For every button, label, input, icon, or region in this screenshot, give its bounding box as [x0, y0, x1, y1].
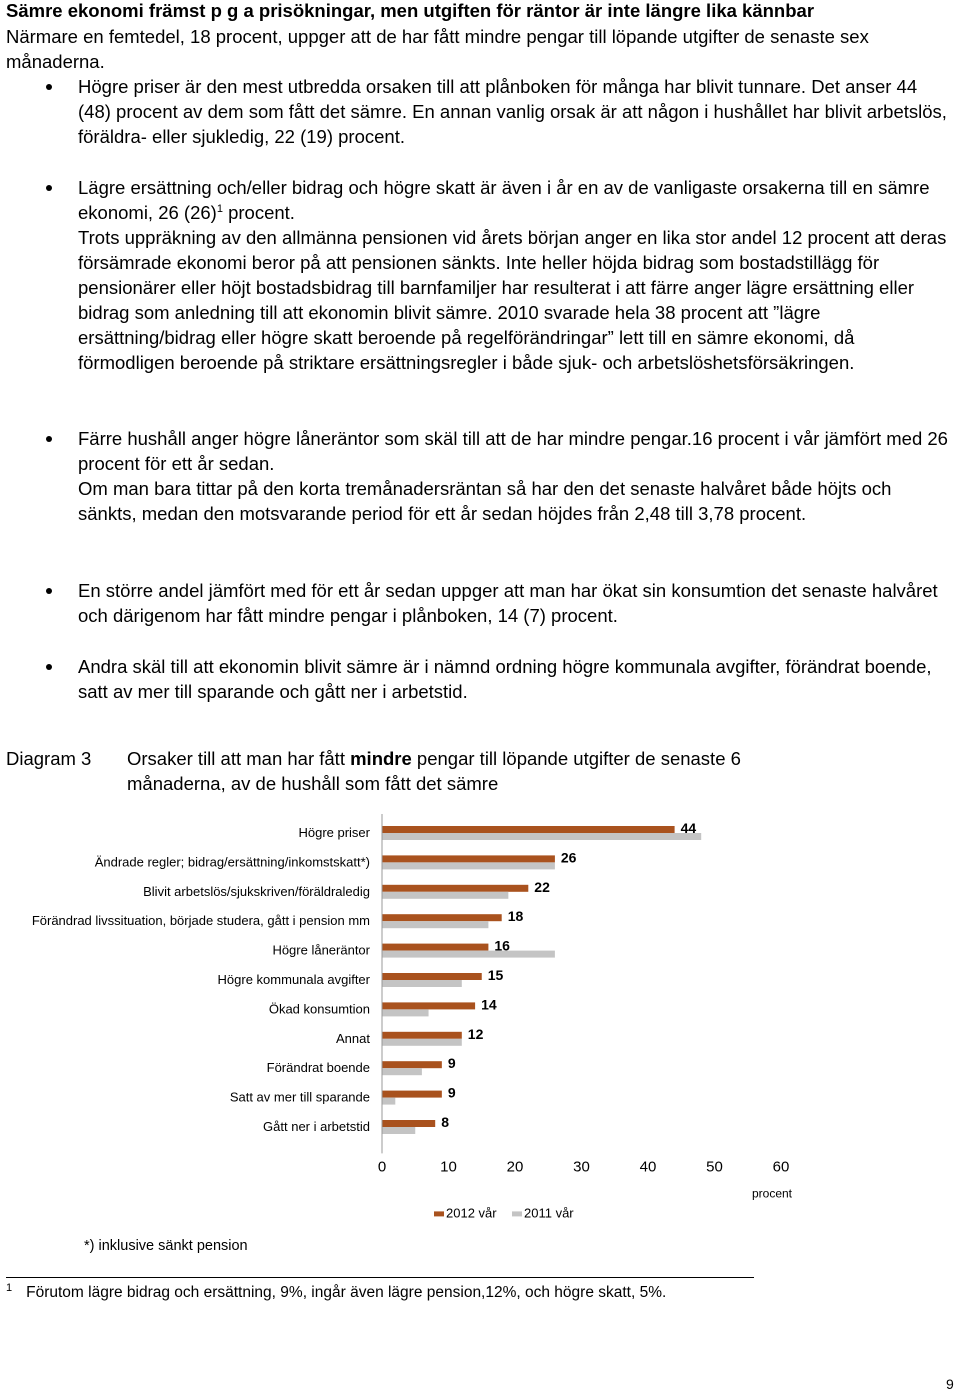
- footnote-separator: [6, 1277, 754, 1278]
- value-label: 44: [680, 820, 697, 836]
- bar-2012: [382, 855, 555, 862]
- category-label: Ändrade regler; bidrag/ersättning/inkomstskatt*): [94, 854, 370, 870]
- x-tick-label: 0: [377, 1158, 387, 1176]
- value-label: 9: [447, 1055, 456, 1072]
- diagram-title-bold: mindre: [350, 748, 412, 769]
- category-label: Ökad konsumtion: [268, 1001, 370, 1017]
- legend-swatch-2011: [512, 1211, 522, 1216]
- bar-2011: [382, 1098, 395, 1105]
- bar-2012: [382, 1032, 462, 1039]
- bar-2012: [382, 1002, 475, 1009]
- bar-2011: [382, 1039, 462, 1046]
- diagram-title: [6, 746, 741, 796]
- diagram-label: Diagram 3: [6, 748, 92, 769]
- bar-chart: [0, 812, 960, 1232]
- intro-paragraph: Närmare en femtedel, 18 procent, uppger att de har fått mindre pengar till löpande utgifter de senaste sex månaderna.: [6, 26, 869, 72]
- footnote-text: Förutom lägre bidrag och ersättning, 9%, ingår även lägre pension,12%, och högre skatt, 5%.: [26, 1284, 667, 1302]
- bar-2011: [382, 833, 701, 840]
- diagram-title-post: pengar till löpande utgifter de senaste 6: [411, 748, 741, 769]
- bullet-dot: [46, 84, 52, 90]
- bar-2012: [382, 1120, 435, 1127]
- diagram-title-line2: månaderna, av de hushåll som fått det sämre: [127, 773, 499, 794]
- x-tick-label: 60: [772, 1158, 790, 1176]
- bullet-dot: [46, 664, 52, 670]
- bar-2011: [382, 1009, 429, 1016]
- category-label: Blivit arbetslös/sjukskriven/föräldraledig: [143, 883, 370, 899]
- page-heading: Sämre ekonomi främst p g a prisökningar, men utgiften för räntor är inte längre lika kännbar: [6, 0, 815, 21]
- x-axis-label: procent: [751, 1186, 793, 1201]
- value-label: 12: [467, 1025, 484, 1042]
- bullet-higher-prices: Högre priser är den mest utbredda orsaken till att plånboken för många har blivit tunnare. Det anser 44 (48) procent av dem som fått det sämre. En annan vanlig orsak är att någon i hushållet har blivit arbetslös, föräldra- eller sjukledig, 22 (19) procent.: [78, 76, 947, 147]
- x-tick-label: 20: [506, 1158, 524, 1176]
- bar-2011: [382, 892, 508, 899]
- x-tick-label: 50: [706, 1158, 723, 1176]
- bar-2012: [382, 885, 528, 892]
- legend-swatch-2012: [434, 1211, 444, 1216]
- bar-2011: [382, 1127, 415, 1134]
- value-label: 15: [487, 967, 504, 983]
- category-label: Högre låneräntor: [272, 942, 370, 958]
- value-label: 9: [447, 1084, 456, 1101]
- bar-2012: [382, 1061, 442, 1068]
- bar-2012: [382, 914, 502, 921]
- category-label: Gått ner i arbetstid: [263, 1119, 370, 1134]
- category-label: Förändrat boende: [266, 1060, 370, 1076]
- bullet-text: Färre hushåll anger högre låneräntor som skäl till att de har mindre pengar.16 procent i vår jämfört med 26 procent för ett år sedan.: [78, 428, 948, 474]
- bullet-text: Lägre ersättning och/eller bidrag och högre skatt är även i år en av de vanligaste orsakerna till en sämre ekonomi, 26 (26): [78, 177, 930, 223]
- bullet-lower-compensation: [78, 175, 953, 375]
- value-label: 26: [560, 849, 577, 866]
- bar-2011: [382, 1068, 422, 1075]
- category-label: Satt av mer till sparande: [229, 1089, 370, 1105]
- x-tick-label: 30: [573, 1158, 590, 1176]
- bar-2012: [382, 1091, 442, 1098]
- page-number: 9: [946, 1376, 954, 1392]
- category-label: Högre priser: [298, 825, 370, 840]
- category-label: Högre kommunala avgifter: [217, 972, 370, 987]
- value-label: 22: [534, 878, 550, 895]
- legend-label-2011: 2011 vår: [524, 1205, 574, 1221]
- diagram-title-pre: Orsaker till att man har fått: [127, 748, 351, 769]
- bar-2011: [382, 862, 555, 869]
- value-label: 14: [481, 996, 497, 1013]
- value-label: 18: [507, 908, 524, 925]
- interest-paragraph: Om man bara tittar på den korta tremånadersräntan så har den det senaste halvåret både höjts och sänkts, medan den motsvarande period för ett år sedan höjdes från 2,48 till 3,78 procent.: [78, 478, 892, 524]
- category-label: Förändrad livssituation, började studera, gått i pension mm: [31, 913, 370, 929]
- bar-2011: [382, 921, 488, 928]
- bullet-dot: [46, 436, 52, 442]
- category-label: Annat: [336, 1030, 370, 1046]
- value-label: 8: [441, 1114, 449, 1130]
- bar-2012: [382, 826, 675, 833]
- bullet-loan-rates: [78, 426, 953, 526]
- x-tick-label: 40: [639, 1158, 657, 1176]
- bullet-dot: [46, 185, 52, 191]
- footnote-number: 1: [6, 1282, 13, 1294]
- x-tick-label: 10: [440, 1158, 457, 1176]
- bullet-other-reasons: Andra skäl till att ekonomin blivit sämre är i nämnd ordning högre kommunala avgifter, förändrat boende, satt av mer till sparande och gått ner i arbetstid.: [78, 656, 932, 702]
- bar-2011: [382, 951, 555, 958]
- value-label: 16: [494, 937, 510, 954]
- bar-2012: [382, 973, 482, 980]
- chart-note: *) inklusive sänkt pension: [84, 1238, 248, 1254]
- bullet-dot: [46, 588, 52, 594]
- bar-2011: [382, 980, 462, 987]
- legend-label-2012: 2012 vår: [446, 1205, 497, 1221]
- bullet-consumption: En större andel jämfört med för ett år sedan uppger att man har ökat sin konsumtion det senaste halvåret och därigenom har fått mindre pengar i plånboken, 14 (7) procent.: [78, 580, 938, 626]
- bullet-text-end: procent.: [222, 202, 295, 223]
- bar-2012: [382, 944, 488, 951]
- footnote-ref: 1: [216, 202, 223, 215]
- pension-paragraph: Trots uppräkning av den allmänna pensionen vid årets början anger en lika stor andel 12 procent att deras försämrade ekonomi beror på att pensionen sänkts. Inte heller höjda bidrag som bostadstillägg för pensionärer eller höjt bostadsbidrag till barnfamiljer har resulterat i att färre anger lägre ersättning eller bidrag som anledning till att ekonomin blivit sämre. 2010 svarade hela 38 procent att ”lägre ersättning/bidrag eller högre skatt beroende på regelförändringar” lett till en sämre ekonomi, då förmodligen beroende på striktare ersättningsregler i både sjuk- och arbetslöshetsförsäkringen.: [78, 227, 947, 373]
- footnote: [6, 1282, 666, 1302]
